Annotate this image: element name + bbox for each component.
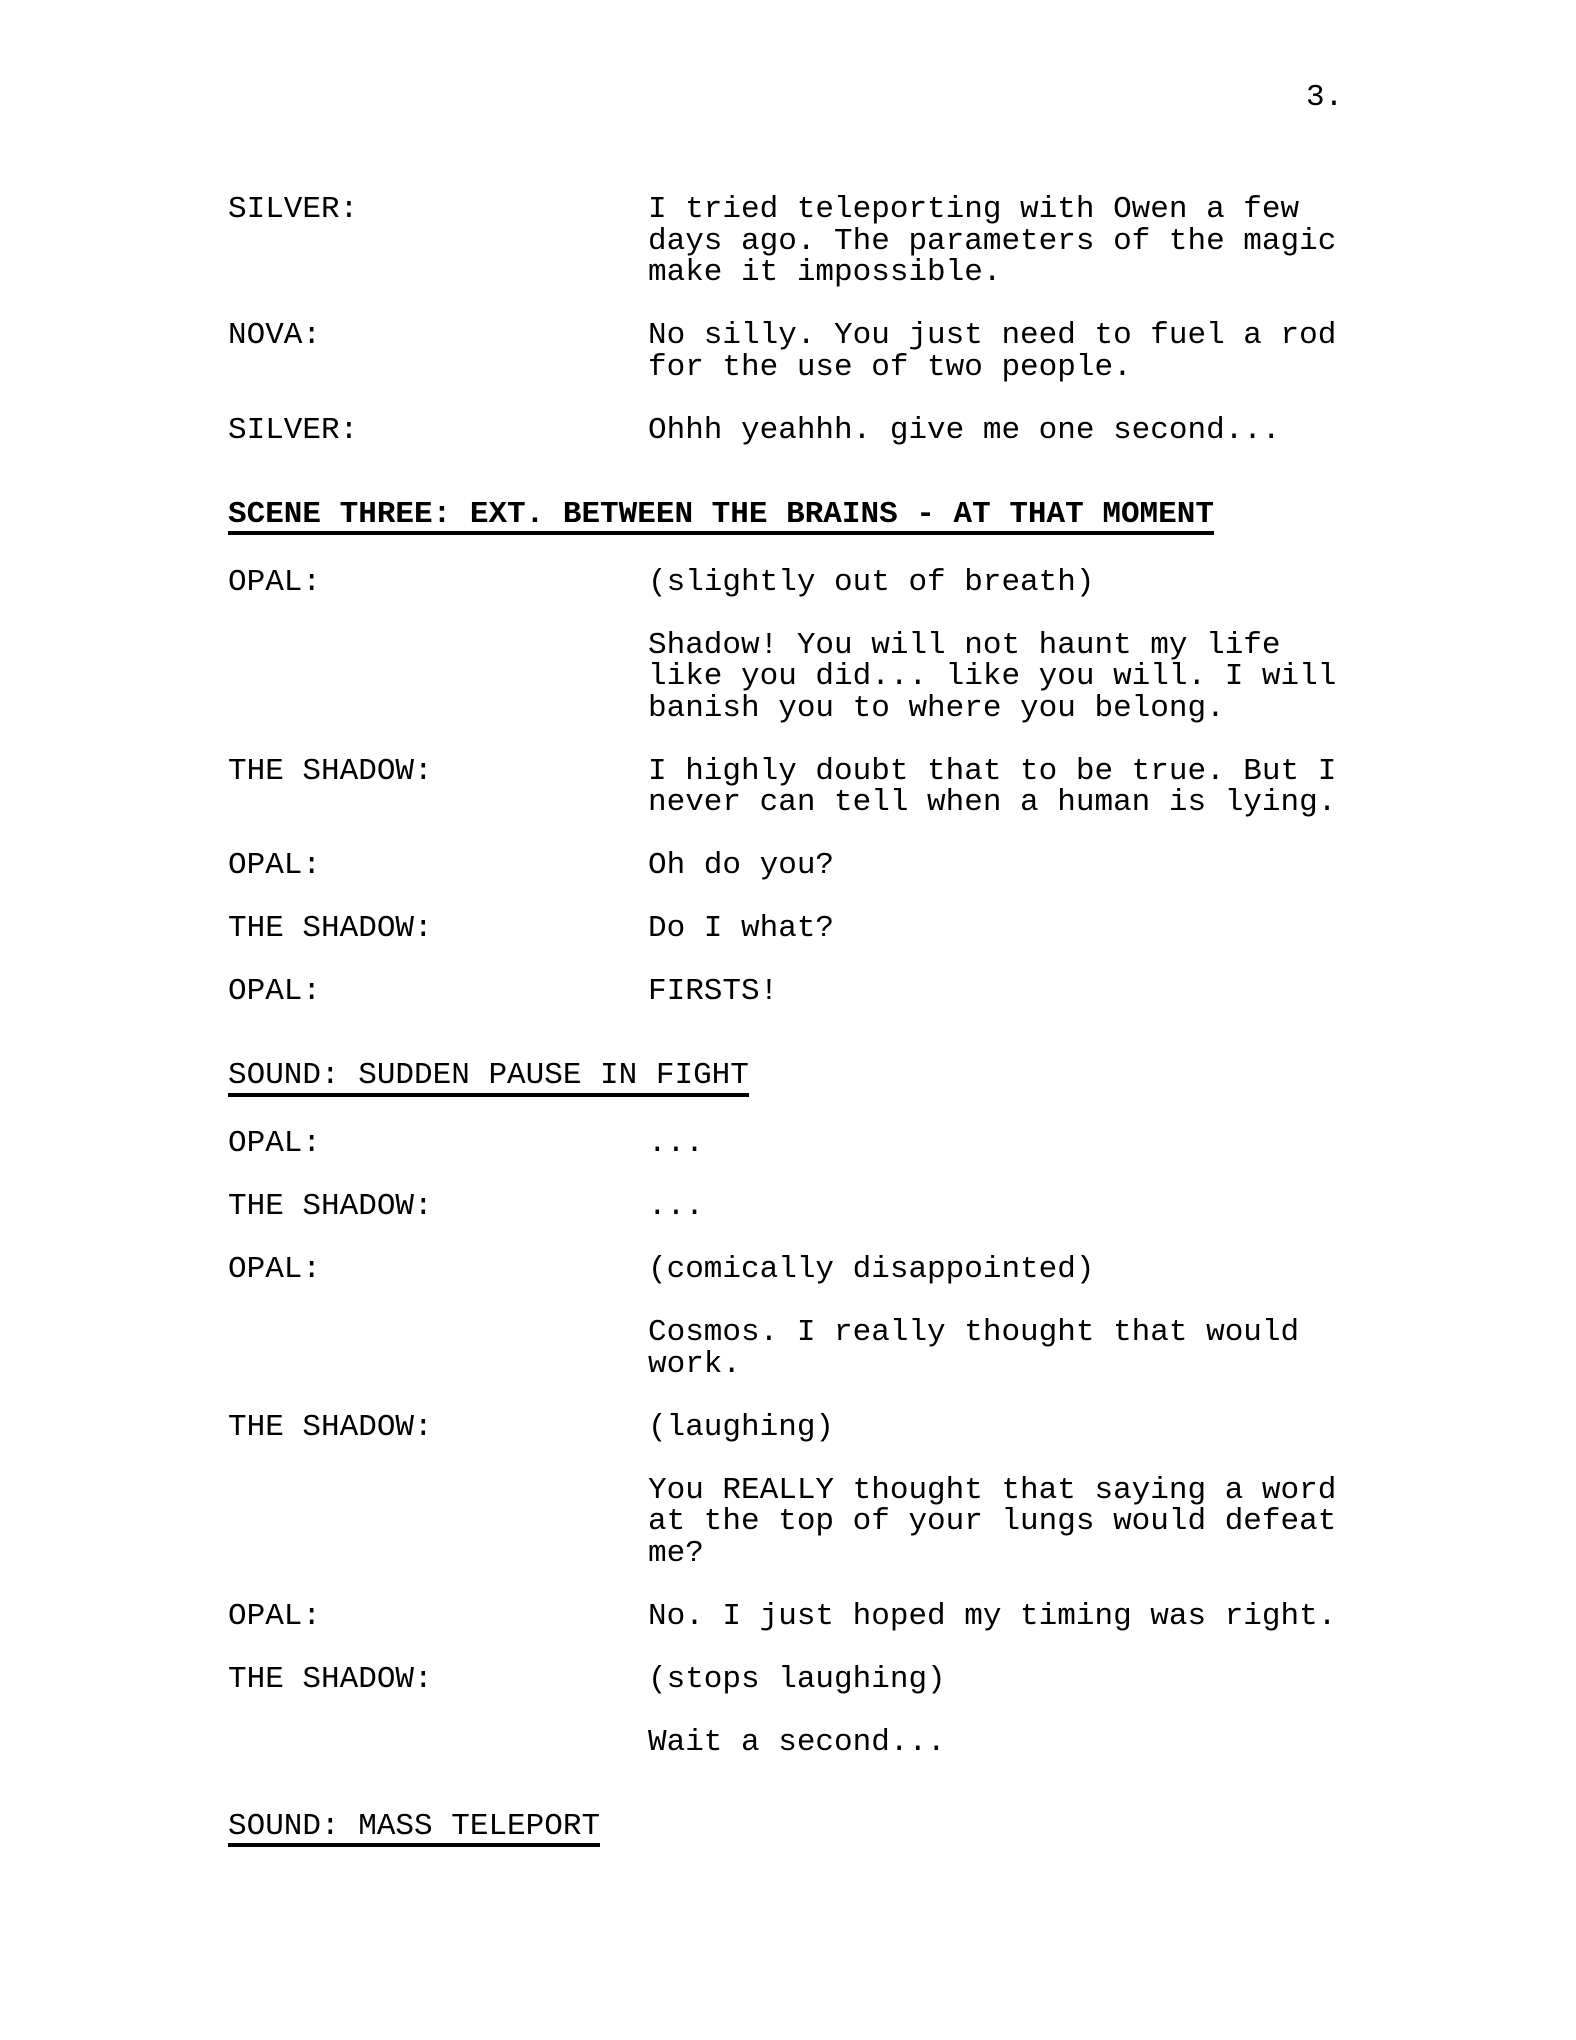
- speech-lines: [648, 1409, 1418, 1571]
- dialogue-block: [228, 1661, 1418, 1760]
- dialogue-line: No. I just hoped my timing was right.: [648, 1598, 1337, 1634]
- speech-lines: [648, 1598, 1418, 1634]
- dialogue-block: [228, 412, 1418, 448]
- dialogue-line: [648, 1443, 1418, 1475]
- speaker-name: THE SHADOW:: [228, 753, 433, 789]
- speech-lines: [648, 1254, 1418, 1380]
- speech-lines: [648, 1191, 1418, 1223]
- dialogue-line: [648, 1286, 1418, 1318]
- dialogue-line: I highly doubt that to be true. But I: [648, 753, 1337, 789]
- dialogue-block: [228, 194, 1418, 289]
- dialogue-line: Wait a second...: [648, 1724, 946, 1760]
- heading-text: SOUND: MASS TELEPORT: [228, 1811, 600, 1848]
- dialogue-line: (slightly out of breath): [648, 564, 1095, 600]
- dialogue-line: for the use of two people.: [648, 349, 1132, 385]
- sound-heading: [228, 1060, 1418, 1097]
- dialogue-block: [228, 913, 1418, 945]
- dialogue-line: FIRSTS!: [648, 974, 779, 1009]
- speaker-name: OPAL:: [228, 1126, 322, 1161]
- dialogue-block: [228, 1128, 1418, 1160]
- dialogue-block: [228, 1598, 1418, 1634]
- dialogue-line: ...: [648, 1189, 704, 1224]
- speaker-name: OPAL:: [228, 974, 322, 1009]
- dialogue-line: at the top of your lungs would defeat: [648, 1504, 1337, 1539]
- dialogue-line: Cosmos. I really thought that would: [648, 1315, 1300, 1350]
- dialogue-line: me?: [648, 1535, 704, 1571]
- speaker-name: THE SHADOW:: [228, 1189, 433, 1224]
- speech-lines: [648, 320, 1418, 383]
- dialogue-line: I tried teleporting with Owen a few: [648, 192, 1300, 227]
- dialogue-line: (stops laughing): [648, 1661, 946, 1697]
- dialogue-line: [648, 1695, 1418, 1727]
- dialogue-line: ...: [648, 1126, 704, 1161]
- dialogue-line: Oh do you?: [648, 848, 835, 883]
- speaker-name: OPAL:: [228, 1252, 322, 1287]
- dialogue-line: Ohhh yeahhh. give me one second...: [648, 412, 1281, 448]
- heading-text: SCENE THREE: EXT. BETWEEN THE BRAINS - AT THAT MOMENT: [228, 499, 1214, 536]
- speech-lines: [648, 913, 1418, 945]
- scene-heading: [228, 496, 1418, 536]
- speaker-name: NOVA:: [228, 318, 322, 353]
- speech-lines: [648, 1128, 1418, 1160]
- speaker-name: THE SHADOW:: [228, 1661, 433, 1697]
- dialogue-line: never can tell when a human is lying.: [648, 785, 1337, 820]
- speech-lines: [648, 976, 1418, 1008]
- dialogue-block: [228, 1191, 1418, 1223]
- dialogue-block: [228, 320, 1418, 383]
- sound-heading: [228, 1808, 1418, 1848]
- dialogue-line: Shadow! You will not haunt my life: [648, 627, 1281, 663]
- speaker-name: OPAL:: [228, 564, 322, 600]
- speaker-name: OPAL:: [228, 848, 322, 883]
- dialogue-line: No silly. You just need to fuel a rod: [648, 318, 1337, 353]
- dialogue-block: [228, 850, 1418, 882]
- dialogue-block: [228, 753, 1418, 820]
- dialogue-line: Do I what?: [648, 911, 835, 946]
- speech-lines: [648, 753, 1418, 820]
- speaker-name: THE SHADOW:: [228, 911, 433, 946]
- dialogue-block: [228, 564, 1418, 726]
- speech-lines: [648, 194, 1418, 289]
- dialogue-line: [648, 598, 1418, 630]
- speaker-name: OPAL:: [228, 1598, 322, 1634]
- script-body: [228, 194, 1418, 1879]
- speaker-name: SILVER:: [228, 412, 359, 448]
- speech-lines: [648, 412, 1418, 448]
- heading-text: SOUND: SUDDEN PAUSE IN FIGHT: [228, 1060, 749, 1097]
- dialogue-block: [228, 976, 1418, 1008]
- dialogue-line: make it impossible.: [648, 255, 1002, 290]
- speech-lines: [648, 564, 1418, 726]
- dialogue-line: (comically disappointed): [648, 1252, 1095, 1287]
- speech-lines: [648, 850, 1418, 882]
- dialogue-line: (laughing): [648, 1409, 835, 1445]
- speech-lines: [648, 1661, 1418, 1760]
- dialogue-line: work.: [648, 1346, 742, 1382]
- dialogue-line: days ago. The parameters of the magic: [648, 223, 1337, 259]
- dialogue-line: You REALLY thought that saying a word: [648, 1472, 1337, 1508]
- dialogue-block: [228, 1254, 1418, 1380]
- dialogue-line: banish you to where you belong.: [648, 690, 1225, 726]
- speaker-name: THE SHADOW:: [228, 1409, 433, 1445]
- dialogue-line: like you did... like you will. I will: [648, 659, 1337, 694]
- page-number: 3.: [1306, 80, 1344, 115]
- dialogue-block: [228, 1409, 1418, 1571]
- speaker-name: SILVER:: [228, 192, 359, 227]
